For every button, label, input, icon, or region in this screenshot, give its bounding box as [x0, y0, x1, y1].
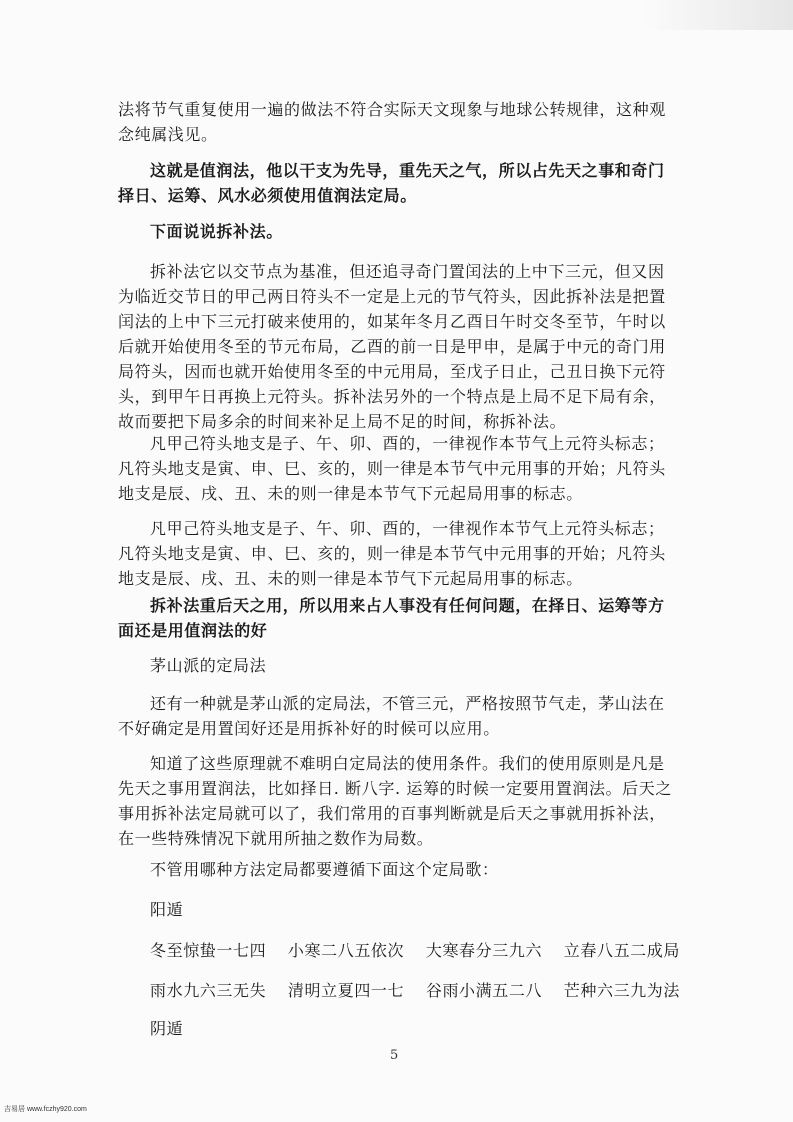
verse-row-1: [150, 938, 680, 963]
heading-yangdun: 阳遁: [150, 900, 184, 919]
heading-maoshan: 茅山派的定局法: [150, 656, 267, 675]
page-number: 5: [390, 1048, 399, 1063]
paragraph-9: 知道了这些原理就不难明白定局法的使用条件。我们的使用原则是凡是先天之事用置润法，比如择日. 断八字. 运筹的时候一定要用置润法。后天之事用拆补法定局就可以了，我们常用的百事判断就是后天之事就用拆补法，在一些特殊情况下就用所抽之数作为局数。: [118, 754, 672, 848]
verse-line: 谷雨小满五二八: [425, 981, 543, 1000]
paragraph-7: 拆补法重后天之用，所以用来占人事没有任何问题，在择日、运筹等方面还是用值润法的好: [118, 596, 665, 640]
paragraph-8: 还有一种就是茅山派的定局法，不管三元，严格按照节气走，茅山法在不好确定是用置闰好还是用拆补好的时候可以应用。: [118, 694, 665, 738]
verse-line: 大寒春分三九六: [425, 941, 543, 960]
verse-line: 立春八五二成局: [563, 941, 680, 960]
heading-yindun: 阴遁: [150, 1019, 184, 1038]
paragraph-4: 拆补法它以交节点为基准，但还追寻奇门置闰法的上中下三元，但又因为临近交节日的甲己两日符头不一定是上元的节气符头，因此拆补法是把置闰法的上中下三元打破来使用的，如某年冬月乙酉日午时交冬至节，午时以后就开始使用冬至的节元布局，乙酉的前一日是甲申，是属于中元的奇门用局符头，因而也就开始使用冬至的中元用局，至戊子日止，己丑日换下元符头，到甲午日再换上元符头。拆补法另外的一个特点是上局不足下局有余，故而要把下局多余的时间来补足上局不足的时间，称拆补法。: [118, 262, 666, 431]
paragraph-1: 法将节气重复使用一遍的做法不符合实际天文现象与地球公转规律，这种观念纯属浅见。: [118, 100, 666, 144]
paragraph-2: 这就是值润法，他以干支为先导，重先天之气，所以占先天之事和奇门择日、运筹、风水必须使用值润法定局。: [118, 161, 665, 205]
paragraph-6: 凡甲己符头地支是子、午、卯、酉的，一律视作本节气上元符头标志；凡符头地支是寅、申、巳、亥的，则一律是本节气中元用事的开始；凡符头地支是辰、戌、丑、未的则一律是本节气下元起局用事的标志。: [118, 519, 666, 588]
scan-shadow: [643, 0, 793, 30]
paragraph-3: 下面说说拆补法。: [150, 222, 283, 241]
verse-line: 芒种六三九为法: [563, 981, 680, 1000]
verse-line: 雨水九六三无失: [150, 981, 267, 1000]
verse-line: 清明立夏四一七: [287, 981, 405, 1000]
verse-row-2: [150, 978, 680, 1003]
verse-line: 冬至惊蛰一七四: [150, 941, 267, 960]
watermark: 吉易居 www.fczhy920.com: [4, 1106, 87, 1113]
paragraph-10: 不管用哪种方法定局都要遵循下面这个定局歌：: [150, 860, 499, 879]
paragraph-5: 凡甲己符头地支是子、午、卯、酉的，一律视作本节气上元符头标志；凡符头地支是寅、申、巳、亥的，则一律是本节气中元用事的开始；凡符头地支是辰、戌、丑、未的则一律是本节气下元起局用事的标志。: [118, 434, 666, 503]
verse-line: 小寒二八五依次: [287, 941, 405, 960]
